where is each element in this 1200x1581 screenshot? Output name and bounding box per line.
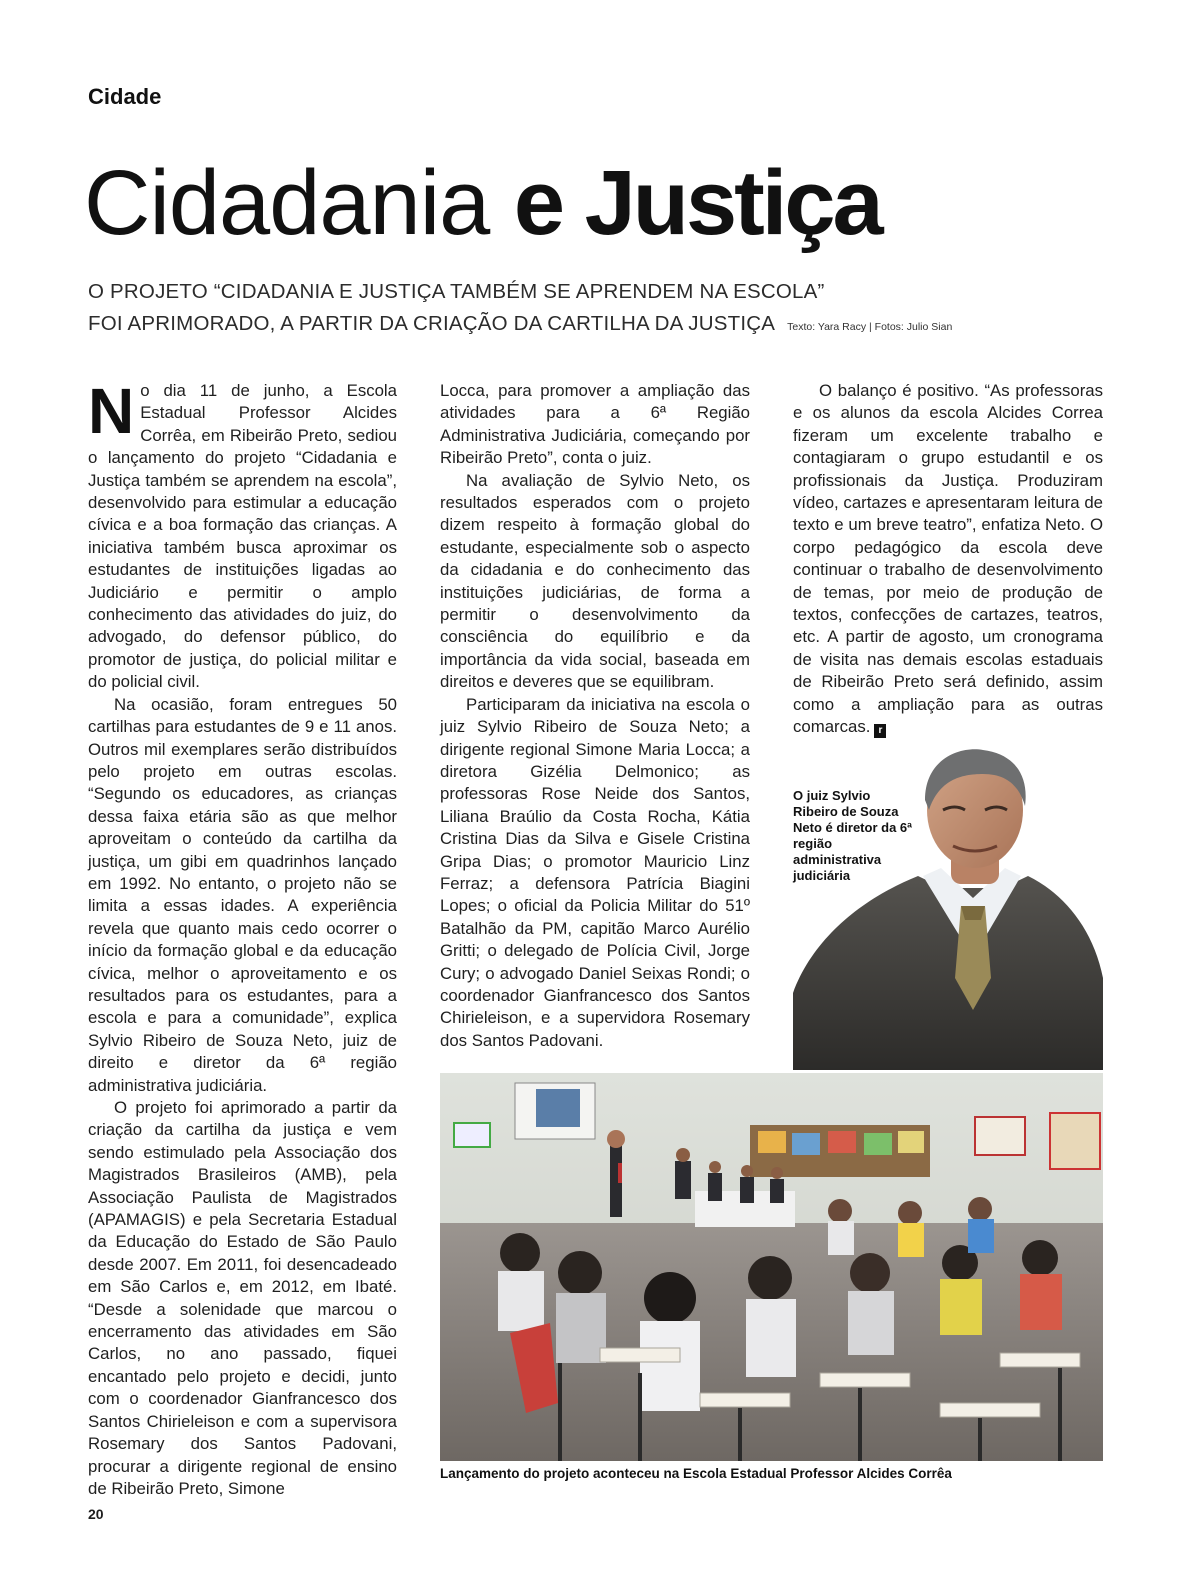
photo-credit: Texto: Yara Racy | Fotos: Julio Sian (787, 321, 953, 333)
paragraph-4: Na avaliação de Sylvio Neto, os resultados esperados com o projeto dizem respeito à formação global do estudante, especialmente sob o aspecto da cidadania e do conhecimento das instituições judiciárias, de forma a permitir o desenvolvimento da consciência do equilíbrio e da importância da vida social, baseada em direitos e deveres que se equilibram. (440, 470, 750, 692)
deck-line-2-text: FOI APRIMORADO, A PARTIR DA CRIAÇÃO DA CARTILHA DA JUSTIÇA (88, 312, 776, 335)
paragraph-2: Na ocasião, foram entregues 50 cartilhas para estudantes de 9 e 11 anos. Outros mil exemplares serão distribuídos pelo projeto em outras escolas. “Segundo os educadores, as crianças dessa faixa etária são as que melhor aproveitam o conteúdo da cartilha da justiça, um gibi em quadrinhos lançado em 1992. No entanto, o projeto não se limita a essas idades. A experiência revela que quanto mais cedo ocorrer o início da formação global e da educação cívica, melhor o aproveitamento e os resultados para os estudantes, para a escola e para a comunidade”, explica Sylvio Ribeiro de Souza Neto, juiz de direito e diretor da 6ª região administrativa judiciária. (88, 694, 397, 1095)
paragraph-5: Participaram da iniciativa na escola o juiz Sylvio Ribeiro de Souza Neto; a dirigente regional Simone Maria Locca; a diretora Gizélia Delmonico; as professoras Rose Neide dos Santos, Liliana Braúlio da Costa Rocha, Kátia Cristina Dias da Silva e Gisele Cristina Gripa Dias; o promotor Mauricio Linz Ferraz; a defensora Patrícia Biagini Lopes; o oficial da Policia Militar do 51º Batalhão da PM, capitão Marco Aurélio Gritti; o delegado de Polícia Civil, Jorge Cury; o advogado Daniel Seixas Rondi; o coordenador Gianfrancesco dos Santos Chirieleison, e a supervidora Rosemary dos Santos Padovani. (440, 694, 750, 1050)
paragraph-1-text: o dia 11 de junho, a Escola Estadual Professor Alcides Corrêa, em Ribeirão Preto, sediou o lançamento do projeto “Cidadania e Justiça também se aprendem na escola”, desenvolvido para estimular a educação cívica e a boa formação das crianças. A iniciativa também busca aproximar os estudantes de instituições ligadas ao Judiciário e permitir o amplo conhecimento das atividades do juiz, do advogado, do defensor público, do promotor de justiça, do policial militar e do policial civil. (88, 381, 397, 692)
article-column-3 (793, 380, 1103, 739)
page-number: 20 (88, 1506, 104, 1522)
headline (84, 148, 881, 258)
deck-line-1: O PROJETO “CIDADANIA E JUSTIÇA TAMBÉM SE APRENDEM NA ESCOLA” (88, 280, 825, 303)
paragraph-6-text: O balanço é positivo. “As professoras e os alunos da escola Alcides Correa fizeram um excelente trabalho e contagiaram o grupo estudantil e os profissionais da Justiça. Produziram vídeo, cartazes e apresentaram leitura de texto e um breve teatro”, enfatiza Neto. O corpo pedagógico da escola deve continuar o trabalho de desenvolvimento de temas, por meio de produção de textos, confecções de cartazes, teatros, etc. A partir de agosto, um cronograma de visita nas demais escolas estaduais de Ribeirão Preto será definido, assim como a ampliação para as outras comarcas. (793, 381, 1103, 737)
end-mark-icon: r (874, 724, 886, 738)
headline-bold: e Justiça (513, 152, 881, 254)
deck-line-2 (88, 308, 952, 343)
drop-cap: N (88, 375, 135, 447)
paragraph-6 (793, 380, 1103, 739)
classroom-photo (440, 1073, 1103, 1461)
headline-light: Cidadania (84, 152, 490, 254)
paragraph-1 (88, 375, 397, 694)
section-label: Cidade (88, 84, 162, 109)
judge-photo-caption: O juiz Sylvio Ribeiro de Souza Neto é diretor da 6ª região administrativa judiciária (793, 788, 912, 883)
classroom-photo-caption: Lançamento do projeto aconteceu na Escola Estadual Professor Alcides Corrêa (440, 1466, 952, 1481)
paragraph-3: O projeto foi aprimorado a partir da criação da cartilha da justiça e vem sendo estimulado pela Associação dos Magistrados Brasileiros (AMB), pela Associação Paulista de Magistrados (APAMAGIS) e pela Secretaria Estadual da Educação do Estado de São Paulo desde 2007. Em 2011, foi desencadeado em São Carlos e, em 2012, em Ibaté. “Desde a solenidade que marcou o encerramento das atividades em São Carlos, no ano passado, fiquei encantado pelo projeto e decidi, junto com o coordenador Gianfrancesco dos Santos Chirieleison e com a supervisora Rosemary dos Santos Padovani, procurar a dirigente regional de ensino de Ribeirão Preto, Simone (88, 1098, 397, 1498)
paragraph-3-continued: Locca, para promover a ampliação das atividades para a 6ª Região Administrativa Judiciária, começando por Ribeirão Preto”, conta o juiz. (440, 381, 750, 468)
article-column-1 (88, 375, 397, 1500)
article-column-2 (440, 380, 750, 1052)
deck (88, 276, 952, 343)
